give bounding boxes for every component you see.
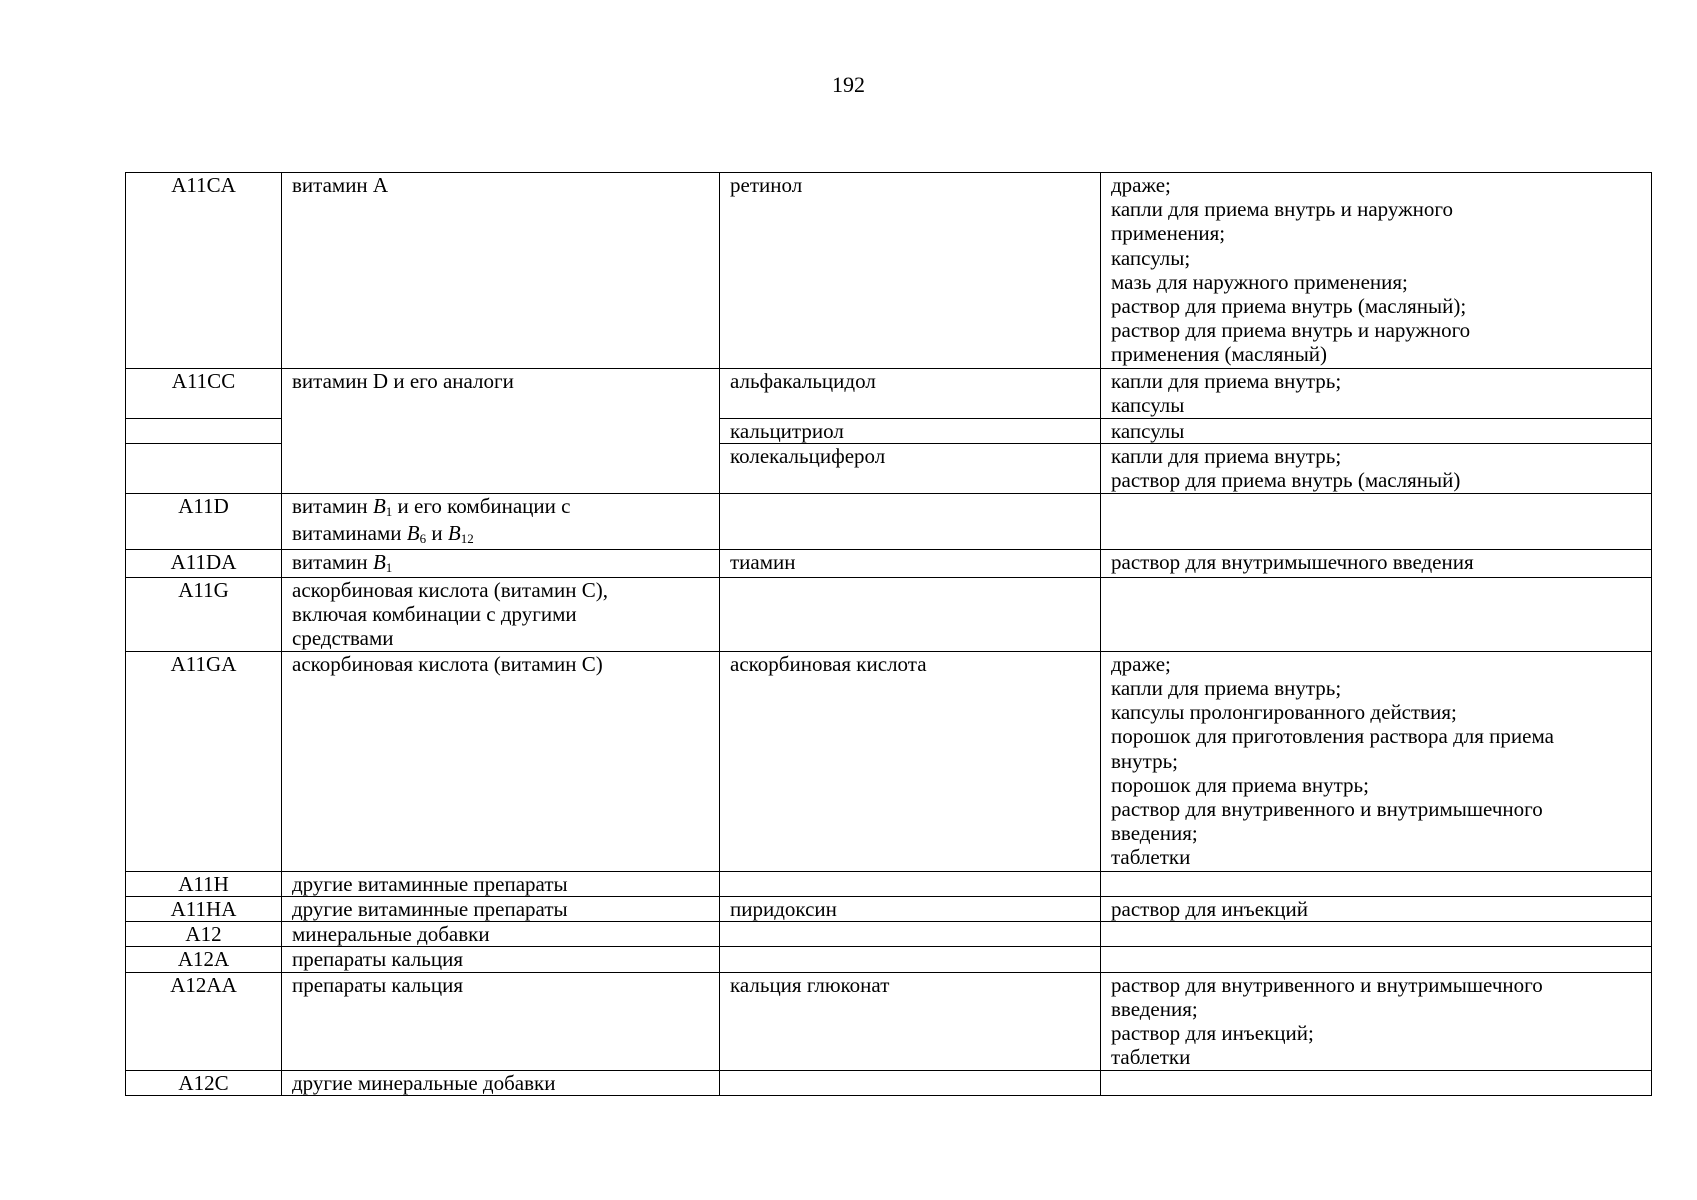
atc-code-cell	[126, 444, 282, 494]
drug-name-cell: кальция глюконат	[720, 972, 1101, 1070]
atc-code-cell: A12A	[126, 947, 282, 972]
dosage-form-line: капли для приема внутрь;	[1111, 369, 1342, 393]
group-cell: аскорбиновая кислота (витамин С)	[282, 651, 720, 871]
atc-code-cell: A11G	[126, 577, 282, 651]
group-cell	[282, 494, 720, 549]
dosage-forms-cell	[1101, 549, 1652, 577]
dosage-form-line: капли для приема внутрь;	[1111, 676, 1342, 701]
dosage-form-line: капсулы	[1111, 393, 1185, 418]
dosage-form-line: раствор для приема внутрь (масляный)	[1111, 468, 1461, 493]
dosage-form-line: драже;	[1111, 651, 1171, 676]
group-line: включая комбинации с другими	[292, 602, 577, 627]
drug-name-cell: колекальциферол	[720, 444, 1101, 494]
dosage-form-line: раствор для инъекций	[1111, 897, 1308, 922]
drug-name-cell	[720, 922, 1101, 947]
group-line: аскорбиновая кислота (витамин С),	[292, 577, 608, 602]
dosage-forms-cell	[1101, 494, 1652, 549]
drug-name-cell: кальцитриол	[720, 419, 1101, 444]
group-cell: витамин А	[282, 173, 720, 369]
dosage-forms-cell	[1101, 947, 1652, 972]
dosage-form-line: капсулы;	[1111, 245, 1191, 270]
dosage-form-line: раствор для внутримышечного введения	[1111, 549, 1474, 574]
dosage-form-line: драже;	[1111, 173, 1171, 197]
drug-name-cell: тиамин	[720, 549, 1101, 577]
dosage-form-line: капли для приема внутрь;	[1111, 444, 1342, 469]
drug-name-cell	[720, 577, 1101, 651]
dosage-form-line: раствор для внутривенного и внутримышечного	[1111, 972, 1543, 997]
dosage-form-line: внутрь;	[1111, 748, 1178, 773]
group-cell: другие витаминные препараты	[282, 897, 720, 922]
dosage-forms-cell	[1101, 871, 1652, 896]
drug-name-cell	[720, 494, 1101, 549]
group-cell: препараты кальция	[282, 972, 720, 1070]
dosage-form-line: раствор для приема внутрь (масляный);	[1111, 294, 1467, 319]
dosage-forms-cell	[1101, 173, 1652, 369]
dosage-form-line: мазь для наружного применения;	[1111, 269, 1408, 294]
drug-name-cell: альфакальцидол	[720, 369, 1101, 419]
group-line: средствами	[292, 626, 394, 651]
atc-code-cell: A12AA	[126, 972, 282, 1070]
dosage-form-line: таблетки	[1111, 845, 1191, 870]
table-row	[126, 549, 1652, 577]
dosage-forms-cell	[1101, 651, 1652, 871]
drug-name-cell: аскорбиновая кислота	[720, 651, 1101, 871]
drug-table	[125, 172, 1652, 1096]
atc-code-cell: A12	[126, 922, 282, 947]
atc-code-cell: A11HA	[126, 897, 282, 922]
dosage-forms-cell	[1101, 1070, 1652, 1095]
drug-name-cell: пиридоксин	[720, 897, 1101, 922]
drug-name-cell	[720, 1070, 1101, 1095]
atc-code-cell: A11D	[126, 494, 282, 549]
dosage-form-line: введения;	[1111, 996, 1198, 1021]
dosage-form-line: применения;	[1111, 221, 1226, 246]
dosage-form-line: капли для приема внутрь и наружного	[1111, 197, 1453, 222]
dosage-forms-cell	[1101, 972, 1652, 1070]
table-row	[126, 922, 1652, 947]
table-row	[126, 947, 1652, 972]
dosage-form-line: капсулы	[1111, 419, 1185, 443]
atc-code-cell: A12C	[126, 1070, 282, 1095]
atc-code-cell: A11CC	[126, 369, 282, 419]
table-row	[126, 1070, 1652, 1095]
atc-code-cell	[126, 419, 282, 444]
group-cell: витамин D и его аналоги	[282, 369, 720, 494]
dosage-forms-cell	[1101, 577, 1652, 651]
table-row	[126, 897, 1652, 922]
group-line: витамин $B_1$ и его комбинации с	[292, 494, 571, 520]
drug-name-cell: ретинол	[720, 173, 1101, 369]
group-cell	[282, 577, 720, 651]
dosage-form-line: раствор для инъекций;	[1111, 1021, 1314, 1046]
dosage-forms-cell	[1101, 369, 1652, 419]
dosage-forms-cell	[1101, 897, 1652, 922]
table-row	[126, 972, 1652, 1070]
dosage-forms-cell	[1101, 444, 1652, 494]
drug-name-cell	[720, 871, 1101, 896]
table-row	[126, 173, 1652, 369]
group-line: витаминами $B_6$ и $B_{12}$	[292, 521, 474, 547]
group-cell: другие минеральные добавки	[282, 1070, 720, 1095]
table-row	[126, 494, 1652, 549]
table-row	[126, 651, 1652, 871]
atc-code-cell: A11CA	[126, 173, 282, 369]
group-cell: витамин $B_1$	[282, 549, 720, 577]
group-cell: другие витаминные препараты	[282, 871, 720, 896]
dosage-forms-cell	[1101, 922, 1652, 947]
dosage-form-line: введения;	[1111, 821, 1198, 846]
drug-name-cell	[720, 947, 1101, 972]
group-cell: препараты кальция	[282, 947, 720, 972]
dosage-form-line: капсулы пролонгированного действия;	[1111, 700, 1457, 725]
dosage-form-line: раствор для приема внутрь и наружного	[1111, 318, 1471, 343]
dosage-form-line: таблетки	[1111, 1045, 1191, 1070]
dosage-form-line: применения (масляный)	[1111, 342, 1328, 367]
atc-code-cell: A11DA	[126, 549, 282, 577]
table-row	[126, 369, 1652, 419]
group-cell: минеральные добавки	[282, 922, 720, 947]
dosage-form-line: раствор для внутривенного и внутримышечного	[1111, 797, 1543, 822]
atc-code-cell: A11H	[126, 871, 282, 896]
page-number: 192	[832, 72, 865, 97]
dosage-form-line: порошок для приготовления раствора для приема	[1111, 724, 1554, 749]
atc-code-cell: A11GA	[126, 651, 282, 871]
dosage-forms-cell	[1101, 419, 1652, 444]
table-row	[126, 871, 1652, 896]
table-row	[126, 577, 1652, 651]
dosage-form-line: порошок для приема внутрь;	[1111, 772, 1369, 797]
